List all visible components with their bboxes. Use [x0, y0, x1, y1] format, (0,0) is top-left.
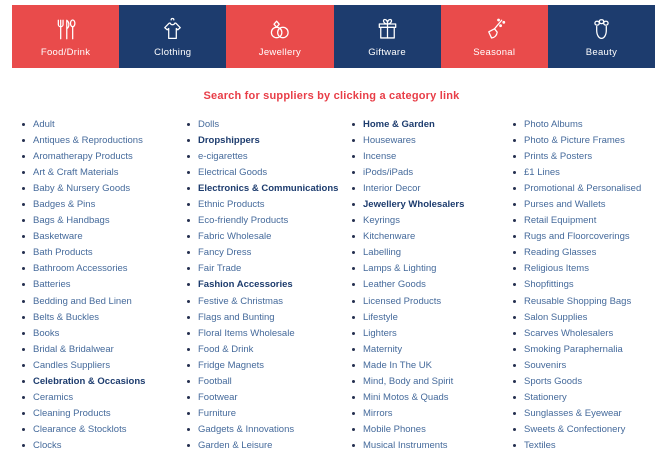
category-link[interactable]: Mobile Phones — [363, 424, 426, 436]
bullet-icon — [352, 364, 355, 367]
category-column — [187, 116, 352, 454]
bullet-icon — [187, 444, 190, 447]
category-tab[interactable] — [119, 5, 226, 68]
category-list-item — [187, 180, 352, 196]
category-list-item — [22, 229, 187, 245]
category-link[interactable]: Flags and Bunting — [198, 311, 275, 323]
category-link[interactable]: Textiles — [524, 440, 556, 452]
page-title: Search for suppliers by clicking a category link — [203, 90, 460, 102]
category-link[interactable]: Kitchenware — [363, 231, 416, 243]
category-tab[interactable] — [548, 5, 655, 68]
category-list-item — [352, 261, 513, 277]
category-link[interactable]: Baby & Nursery Goods — [33, 182, 131, 194]
category-list-item — [513, 374, 659, 390]
category-list-item — [513, 422, 659, 438]
bullet-icon — [22, 348, 25, 351]
bullet-icon — [187, 283, 190, 286]
category-list-item — [22, 293, 187, 309]
bullet-icon — [187, 380, 190, 383]
gift-icon — [374, 16, 401, 43]
tab-label: Beauty — [585, 46, 618, 58]
category-link[interactable]: Housewares — [363, 134, 416, 146]
bullet-icon — [352, 171, 355, 174]
category-list-item — [352, 293, 513, 309]
category-link[interactable]: Eco-friendly Products — [198, 215, 289, 227]
category-link[interactable]: Promotional & Personalised — [524, 182, 642, 194]
category-link[interactable]: Souvenirs — [524, 359, 567, 371]
bullet-icon — [513, 444, 516, 447]
bullet-icon — [513, 364, 516, 367]
category-link[interactable]: Celebration & Occasions — [33, 376, 146, 388]
category-link[interactable]: Mind, Body and Spirit — [363, 376, 454, 388]
category-list-item — [352, 422, 513, 438]
category-list-item — [352, 213, 513, 229]
bullet-icon — [187, 219, 190, 222]
category-tab[interactable] — [334, 5, 441, 68]
category-link[interactable]: Made In The UK — [363, 359, 433, 371]
category-link[interactable]: Fabric Wholesale — [198, 231, 272, 243]
tshirt-icon — [159, 16, 186, 43]
category-link[interactable]: Musical Instruments — [363, 440, 448, 452]
category-link[interactable]: Badges & Pins — [33, 199, 96, 211]
category-list-item — [352, 148, 513, 164]
bullet-icon — [513, 219, 516, 222]
category-list-item — [352, 325, 513, 341]
category-column — [22, 116, 187, 454]
category-column — [513, 116, 659, 454]
category-link[interactable]: Religious Items — [524, 263, 589, 275]
category-list-item — [22, 422, 187, 438]
category-link[interactable]: Electronics & Communications — [198, 182, 339, 194]
category-list-item — [22, 374, 187, 390]
category-link[interactable]: £1 Lines — [524, 166, 560, 178]
category-list-item — [352, 357, 513, 373]
bullet-icon — [187, 187, 190, 190]
category-list-item — [22, 261, 187, 277]
category-link[interactable]: Adult — [33, 118, 55, 130]
category-link[interactable]: Candles Suppliers — [33, 359, 111, 371]
category-list-item — [187, 325, 352, 341]
category-link[interactable]: Lighters — [363, 327, 397, 339]
category-link[interactable]: Lamps & Lighting — [363, 263, 437, 275]
category-link[interactable]: Reusable Shopping Bags — [524, 295, 632, 307]
category-list-item — [352, 229, 513, 245]
bullet-icon — [513, 251, 516, 254]
bullet-icon — [352, 316, 355, 319]
category-link-columns — [0, 102, 663, 454]
category-list-item — [22, 180, 187, 196]
bullet-icon — [352, 300, 355, 303]
category-link[interactable]: Electrical Goods — [198, 166, 268, 178]
category-list-item — [513, 148, 659, 164]
bullet-icon — [22, 428, 25, 431]
category-list-item — [187, 277, 352, 293]
category-link[interactable]: iPods/iPads — [363, 166, 414, 178]
category-list-item — [513, 164, 659, 180]
bullet-icon — [187, 235, 190, 238]
bullet-icon — [187, 251, 190, 254]
category-list-item — [352, 116, 513, 132]
bullet-icon — [352, 428, 355, 431]
bullet-icon — [352, 123, 355, 126]
bullet-icon — [513, 380, 516, 383]
bullet-icon — [22, 316, 25, 319]
category-list-item — [187, 245, 352, 261]
category-link[interactable]: Garden & Leisure — [198, 440, 273, 452]
category-list-item — [352, 245, 513, 261]
category-link[interactable]: Bags & Handbags — [33, 215, 110, 227]
category-list-item — [513, 309, 659, 325]
category-link[interactable]: Footwear — [198, 392, 238, 404]
bullet-icon — [22, 380, 25, 383]
broom-icon — [481, 16, 508, 43]
category-link[interactable]: Fair Trade — [198, 263, 242, 275]
category-list-item — [187, 164, 352, 180]
category-link[interactable]: Cleaning Products — [33, 408, 111, 420]
bullet-icon — [22, 251, 25, 254]
bullet-icon — [187, 267, 190, 270]
bullet-icon — [352, 267, 355, 270]
category-link[interactable]: Prints & Posters — [524, 150, 593, 162]
category-link[interactable]: Salon Supplies — [524, 311, 588, 323]
category-link[interactable]: Sweets & Confectionery — [524, 424, 626, 436]
bullet-icon — [513, 428, 516, 431]
category-link[interactable]: Food & Drink — [198, 343, 254, 355]
category-list-item — [22, 438, 187, 454]
bullet-icon — [513, 316, 516, 319]
category-list-item — [187, 213, 352, 229]
category-list-item — [513, 132, 659, 148]
category-link[interactable]: Books — [33, 327, 60, 339]
category-link[interactable]: Basketware — [33, 231, 83, 243]
category-list-item — [187, 196, 352, 212]
category-link[interactable]: Dolls — [198, 118, 220, 130]
category-link[interactable]: Fridge Magnets — [198, 359, 265, 371]
category-link[interactable]: Incense — [363, 150, 397, 162]
category-list-item — [513, 325, 659, 341]
bullet-icon — [513, 139, 516, 142]
category-link[interactable]: Jewellery Wholesalers — [363, 199, 465, 211]
category-list-item — [513, 341, 659, 357]
bullet-icon — [22, 332, 25, 335]
category-link[interactable]: Festive & Christmas — [198, 295, 283, 307]
category-list-item — [513, 357, 659, 373]
category-link[interactable]: Bathroom Accessories — [33, 263, 128, 275]
bullet-icon — [513, 123, 516, 126]
category-link[interactable]: Bath Products — [33, 247, 93, 259]
category-link[interactable]: Rugs and Floorcoverings — [524, 231, 630, 243]
category-link[interactable]: Ethnic Products — [198, 199, 265, 211]
category-link[interactable]: Antiques & Reproductions — [33, 134, 143, 146]
category-list-item — [513, 245, 659, 261]
bullet-icon — [22, 300, 25, 303]
category-list-item — [352, 309, 513, 325]
category-list-item — [22, 406, 187, 422]
bullet-icon — [352, 348, 355, 351]
bullet-icon — [22, 171, 25, 174]
bullet-icon — [352, 235, 355, 238]
category-link[interactable]: Aromatherapy Products — [33, 150, 133, 162]
bullet-icon — [187, 428, 190, 431]
bullet-icon — [513, 171, 516, 174]
category-list-item — [22, 341, 187, 357]
bullet-icon — [513, 187, 516, 190]
bullet-icon — [513, 412, 516, 415]
category-link[interactable]: Floral Items Wholesale — [198, 327, 295, 339]
category-column — [352, 116, 513, 454]
category-link[interactable]: Reading Glasses — [524, 247, 597, 259]
bullet-icon — [513, 267, 516, 270]
category-list-item — [352, 341, 513, 357]
category-list-item — [352, 406, 513, 422]
category-list-item — [187, 438, 352, 454]
category-list-item — [22, 325, 187, 341]
category-tab[interactable] — [12, 5, 119, 68]
category-list-item — [187, 374, 352, 390]
category-link[interactable]: Scarves Wholesalers — [524, 327, 614, 339]
bullet-icon — [352, 187, 355, 190]
category-link[interactable]: Smoking Paraphernalia — [524, 343, 623, 355]
category-link[interactable]: Interior Decor — [363, 182, 421, 194]
category-list-item — [187, 148, 352, 164]
category-list-item — [22, 196, 187, 212]
bullet-icon — [513, 155, 516, 158]
tab-label: Jewellery — [258, 46, 302, 58]
category-link[interactable]: e-cigarettes — [198, 150, 248, 162]
bullet-icon — [22, 187, 25, 190]
bullet-icon — [187, 203, 190, 206]
category-list-item — [513, 213, 659, 229]
category-list-item — [187, 293, 352, 309]
category-link[interactable]: Bridal & Bridalwear — [33, 343, 114, 355]
bullet-icon — [187, 123, 190, 126]
bullet-icon — [22, 267, 25, 270]
bullet-icon — [187, 364, 190, 367]
category-link[interactable]: Fashion Accessories — [198, 279, 293, 291]
category-link[interactable]: Lifestyle — [363, 311, 398, 323]
category-list-item — [22, 148, 187, 164]
category-link[interactable]: Maternity — [363, 343, 403, 355]
category-link[interactable]: Home & Garden — [363, 118, 435, 130]
bullet-icon — [352, 251, 355, 254]
category-link[interactable]: Sports Goods — [524, 376, 583, 388]
category-link[interactable]: Stationery — [524, 392, 567, 404]
category-list-item — [187, 341, 352, 357]
bullet-icon — [22, 444, 25, 447]
category-list-item — [22, 390, 187, 406]
category-list-item — [187, 390, 352, 406]
category-link[interactable]: Mirrors — [363, 408, 393, 420]
category-list-item — [513, 277, 659, 293]
bullet-icon — [187, 396, 190, 399]
category-link[interactable]: Clearance & Stocklots — [33, 424, 127, 436]
bullet-icon — [22, 364, 25, 367]
bullet-icon — [22, 283, 25, 286]
bullet-icon — [513, 332, 516, 335]
category-list-item — [352, 277, 513, 293]
category-link[interactable]: Shopfittings — [524, 279, 574, 291]
category-link[interactable]: Mini Motos & Quads — [363, 392, 449, 404]
bullet-icon — [187, 139, 190, 142]
category-list-item — [513, 406, 659, 422]
bullet-icon — [352, 203, 355, 206]
bullet-icon — [22, 235, 25, 238]
category-list-item — [187, 132, 352, 148]
category-list-item — [513, 261, 659, 277]
bullet-icon — [22, 396, 25, 399]
bullet-icon — [352, 219, 355, 222]
category-list-item — [187, 261, 352, 277]
category-list-item — [513, 180, 659, 196]
category-list-item — [352, 180, 513, 196]
bullet-icon — [187, 412, 190, 415]
bullet-icon — [513, 203, 516, 206]
bullet-icon — [22, 412, 25, 415]
category-list-item — [187, 309, 352, 325]
category-link[interactable]: Photo & Picture Frames — [524, 134, 625, 146]
category-list-item — [187, 357, 352, 373]
category-list-item — [352, 390, 513, 406]
category-list-item — [187, 116, 352, 132]
category-list-item — [513, 196, 659, 212]
category-link[interactable]: Batteries — [33, 279, 71, 291]
bullet-icon — [513, 396, 516, 399]
bullet-icon — [352, 155, 355, 158]
category-list-item — [352, 164, 513, 180]
tab-label: Seasonal — [473, 46, 516, 58]
bullet-icon — [187, 300, 190, 303]
category-list-item — [187, 406, 352, 422]
category-link[interactable]: Leather Goods — [363, 279, 426, 291]
category-list-item — [352, 196, 513, 212]
bullet-icon — [513, 235, 516, 238]
category-link[interactable]: Fancy Dress — [198, 247, 252, 259]
tab-label: Giftware — [368, 46, 406, 58]
bullet-icon — [22, 123, 25, 126]
bullet-icon — [513, 300, 516, 303]
category-list-item — [352, 374, 513, 390]
category-list-item — [513, 116, 659, 132]
category-link[interactable]: Ceramics — [33, 392, 74, 404]
category-link[interactable]: Retail Equipment — [524, 215, 597, 227]
category-link[interactable]: Licensed Products — [363, 295, 442, 307]
bullet-icon — [352, 444, 355, 447]
category-link[interactable]: Art & Craft Materials — [33, 166, 119, 178]
category-tabs-bar — [12, 5, 655, 68]
tab-label: Clothing — [154, 46, 192, 58]
category-tab[interactable] — [226, 5, 333, 68]
category-list-item — [187, 422, 352, 438]
bullet-icon — [187, 171, 190, 174]
bullet-icon — [187, 348, 190, 351]
category-tab[interactable] — [441, 5, 548, 68]
bullet-icon — [352, 332, 355, 335]
bullet-icon — [352, 380, 355, 383]
category-list-item — [352, 132, 513, 148]
category-link[interactable]: Bedding and Bed Linen — [33, 295, 132, 307]
category-link[interactable]: Keyrings — [363, 215, 400, 227]
bullet-icon — [352, 412, 355, 415]
category-list-item — [513, 229, 659, 245]
category-link[interactable]: Belts & Buckles — [33, 311, 99, 323]
category-list-item — [22, 213, 187, 229]
bullet-icon — [22, 219, 25, 222]
rings-icon — [266, 16, 293, 43]
category-list-item — [22, 245, 187, 261]
bullet-icon — [187, 155, 190, 158]
bullet-icon — [22, 139, 25, 142]
bullet-icon — [513, 348, 516, 351]
category-list-item — [513, 293, 659, 309]
category-link[interactable]: Photo Albums — [524, 118, 583, 130]
beauty-icon — [588, 16, 615, 43]
category-link[interactable]: Dropshippers — [198, 134, 260, 146]
category-link[interactable]: Clocks — [33, 440, 62, 452]
bullet-icon — [352, 283, 355, 286]
category-list-item — [22, 309, 187, 325]
category-link[interactable]: Purses and Wallets — [524, 199, 606, 211]
category-link[interactable]: Football — [198, 376, 232, 388]
category-list-item — [352, 438, 513, 454]
category-list-item — [22, 164, 187, 180]
category-link[interactable]: Gadgets & Innovations — [198, 424, 295, 436]
bullet-icon — [22, 155, 25, 158]
category-link[interactable]: Labelling — [363, 247, 402, 259]
category-list-item — [22, 116, 187, 132]
tab-label: Food/Drink — [40, 46, 91, 58]
bullet-icon — [187, 316, 190, 319]
category-list-item — [187, 229, 352, 245]
bullet-icon — [352, 396, 355, 399]
category-list-item — [22, 277, 187, 293]
category-list-item — [513, 438, 659, 454]
category-list-item — [22, 132, 187, 148]
category-list-item — [22, 357, 187, 373]
category-link[interactable]: Sunglasses & Eyewear — [524, 408, 622, 420]
bullet-icon — [187, 332, 190, 335]
category-link[interactable]: Furniture — [198, 408, 237, 420]
bullet-icon — [22, 203, 25, 206]
bullet-icon — [352, 139, 355, 142]
bullet-icon — [513, 283, 516, 286]
category-list-item — [513, 390, 659, 406]
cutlery-icon — [52, 16, 79, 43]
